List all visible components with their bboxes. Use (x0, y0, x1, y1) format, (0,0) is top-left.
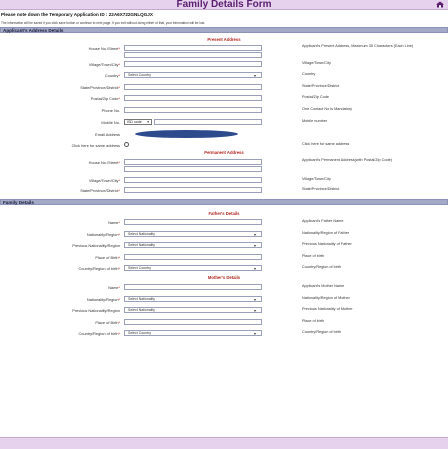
save-info-text: The information will be saved if you click save button or continue to next page. If you exit without doing either of that, your information will be lost. (1, 21, 206, 25)
father-name-input[interactable] (124, 219, 262, 225)
father-birth-country-hint: Country/Region of birth (302, 265, 342, 269)
mother-birthplace-input[interactable] (124, 319, 262, 325)
present-mobile-label: Mobile No. (101, 120, 120, 125)
chevron-down-icon: ▾ (253, 232, 256, 237)
father-prev-nationality-hint: Previous Nationality of Father (302, 242, 352, 246)
mother-prev-nationality-label: Previous Nationality/Region (72, 308, 120, 313)
present-postal-label: Postal/Zip Code* (90, 96, 120, 101)
present-house-input-1[interactable] (124, 45, 262, 51)
mother-birthplace-hint: Place of birth (302, 319, 325, 323)
same-address-checkbox[interactable] (124, 142, 129, 147)
isd-code-select[interactable]: ISD code ▾ (124, 119, 152, 125)
father-nationality-select[interactable]: Select Nationality ▾ (124, 231, 262, 237)
chevron-down-icon: ▾ (253, 266, 256, 271)
present-mobile-hint: Mobile number (302, 119, 328, 123)
permanent-state-input[interactable] (124, 187, 262, 193)
mother-prev-nationality-hint: Previous Nationality of Mother (302, 307, 353, 311)
present-country-hint: Country (302, 72, 316, 76)
chevron-down-icon: ▾ (253, 243, 256, 248)
permanent-village-hint: Village/Town/City (302, 177, 331, 181)
father-name-label: Name* (108, 220, 120, 225)
present-state-label: State/Province/District* (80, 85, 120, 90)
present-house-input-2[interactable] (124, 52, 262, 58)
present-address-heading: Present Address (207, 37, 241, 42)
father-birth-country-label: Country/Region of birth* (78, 266, 120, 271)
permanent-house-input-2[interactable] (124, 166, 262, 172)
present-state-hint: State/Province/District (302, 84, 340, 88)
father-birth-country-select[interactable]: Select Country ▾ (124, 265, 262, 271)
present-email-label: Email Address (95, 132, 120, 137)
father-details-heading: Father's Details (208, 211, 240, 216)
present-village-hint: Village/Town/City (302, 61, 331, 65)
mother-name-label: Name* (108, 285, 120, 290)
permanent-house-hint: Applicant's Permanent Address(with Postal/Zip Code) (302, 158, 392, 162)
permanent-state-label: State/Province/District* (80, 188, 120, 193)
section-family-details: Family Details (0, 199, 448, 205)
permanent-address-heading: Permanent Address (204, 150, 244, 155)
present-village-input[interactable] (124, 61, 262, 67)
chevron-down-icon: ▾ (253, 331, 256, 336)
present-country-select[interactable]: Select Country ▾ (124, 72, 262, 78)
father-birthplace-label: Place of Birth* (95, 255, 120, 260)
present-village-label: Village/Town/City* (88, 62, 120, 67)
present-country-label: Country* (104, 73, 120, 78)
home-icon[interactable] (435, 1, 445, 8)
present-phone-input[interactable] (124, 107, 262, 113)
mother-birth-country-hint: Country/Region of birth (302, 330, 342, 334)
form-header (0, 0, 448, 10)
chevron-down-icon: ▾ (253, 73, 256, 78)
mother-prev-nationality-select[interactable]: Select Nationality ▾ (124, 307, 262, 313)
chevron-down-icon: ▾ (253, 297, 256, 302)
father-nationality-hint: Nationality/Region of Father (302, 231, 350, 235)
father-prev-nationality-select[interactable]: Select Nationality ▾ (124, 242, 262, 248)
permanent-village-label: Village/Town/City* (88, 178, 120, 183)
mother-nationality-label: Nationality/Region* (86, 297, 120, 302)
footer-bar (0, 437, 448, 449)
permanent-house-input-1[interactable] (124, 159, 262, 165)
same-address-label: Click here for same address (71, 143, 120, 148)
present-phone-label: Phone No. (101, 108, 120, 113)
mother-name-input[interactable] (124, 284, 262, 290)
present-phone-hint: One Contact No is Mandatory (302, 107, 353, 111)
mother-birth-country-label: Country/Region of birth* (78, 331, 120, 336)
father-birthplace-hint: Place of birth (302, 254, 325, 258)
mother-nationality-select[interactable]: Select Nationality ▾ (124, 296, 262, 302)
mother-birthplace-label: Place of Birth* (95, 320, 120, 325)
mother-birth-country-select[interactable]: Select Country ▾ (124, 330, 262, 336)
permanent-village-input[interactable] (124, 177, 262, 183)
father-birthplace-input[interactable] (124, 254, 262, 260)
present-house-label: House No./Street* (88, 46, 120, 51)
present-state-input[interactable] (124, 84, 262, 90)
present-postal-input[interactable] (124, 95, 262, 101)
father-prev-nationality-label: Previous Nationality/Region (72, 243, 120, 248)
present-house-hint: Applicant's Present Address, Maximum 35 Characters (Each Line) (302, 44, 414, 48)
same-address-hint: Click here for same address (302, 142, 350, 146)
page-title: Family Details Form (176, 0, 272, 10)
mother-details-heading: Mother's Details (207, 275, 241, 280)
mother-nationality-hint: Nationality/Region of Mother (302, 296, 350, 300)
father-nationality-label: Nationality/Region* (86, 232, 120, 237)
father-name-hint: Applicant's Father Name (302, 219, 344, 223)
email-input-redacted[interactable] (135, 130, 238, 138)
present-postal-hint: Postal/Zip Code (302, 95, 330, 99)
section-applicant-address: Applicant's Address Details (0, 27, 448, 33)
present-mobile-input[interactable] (154, 119, 262, 125)
mother-name-hint: Applicant's Mother Name (302, 284, 345, 288)
chevron-down-icon: ▾ (147, 120, 149, 124)
permanent-house-label: House No./Street* (88, 160, 120, 165)
chevron-down-icon: ▾ (253, 308, 256, 313)
application-id-note: Please note down the Temporary Application ID : 22A6X722GNLQGJX (1, 12, 153, 17)
permanent-state-hint: State/Province/District (302, 187, 340, 191)
